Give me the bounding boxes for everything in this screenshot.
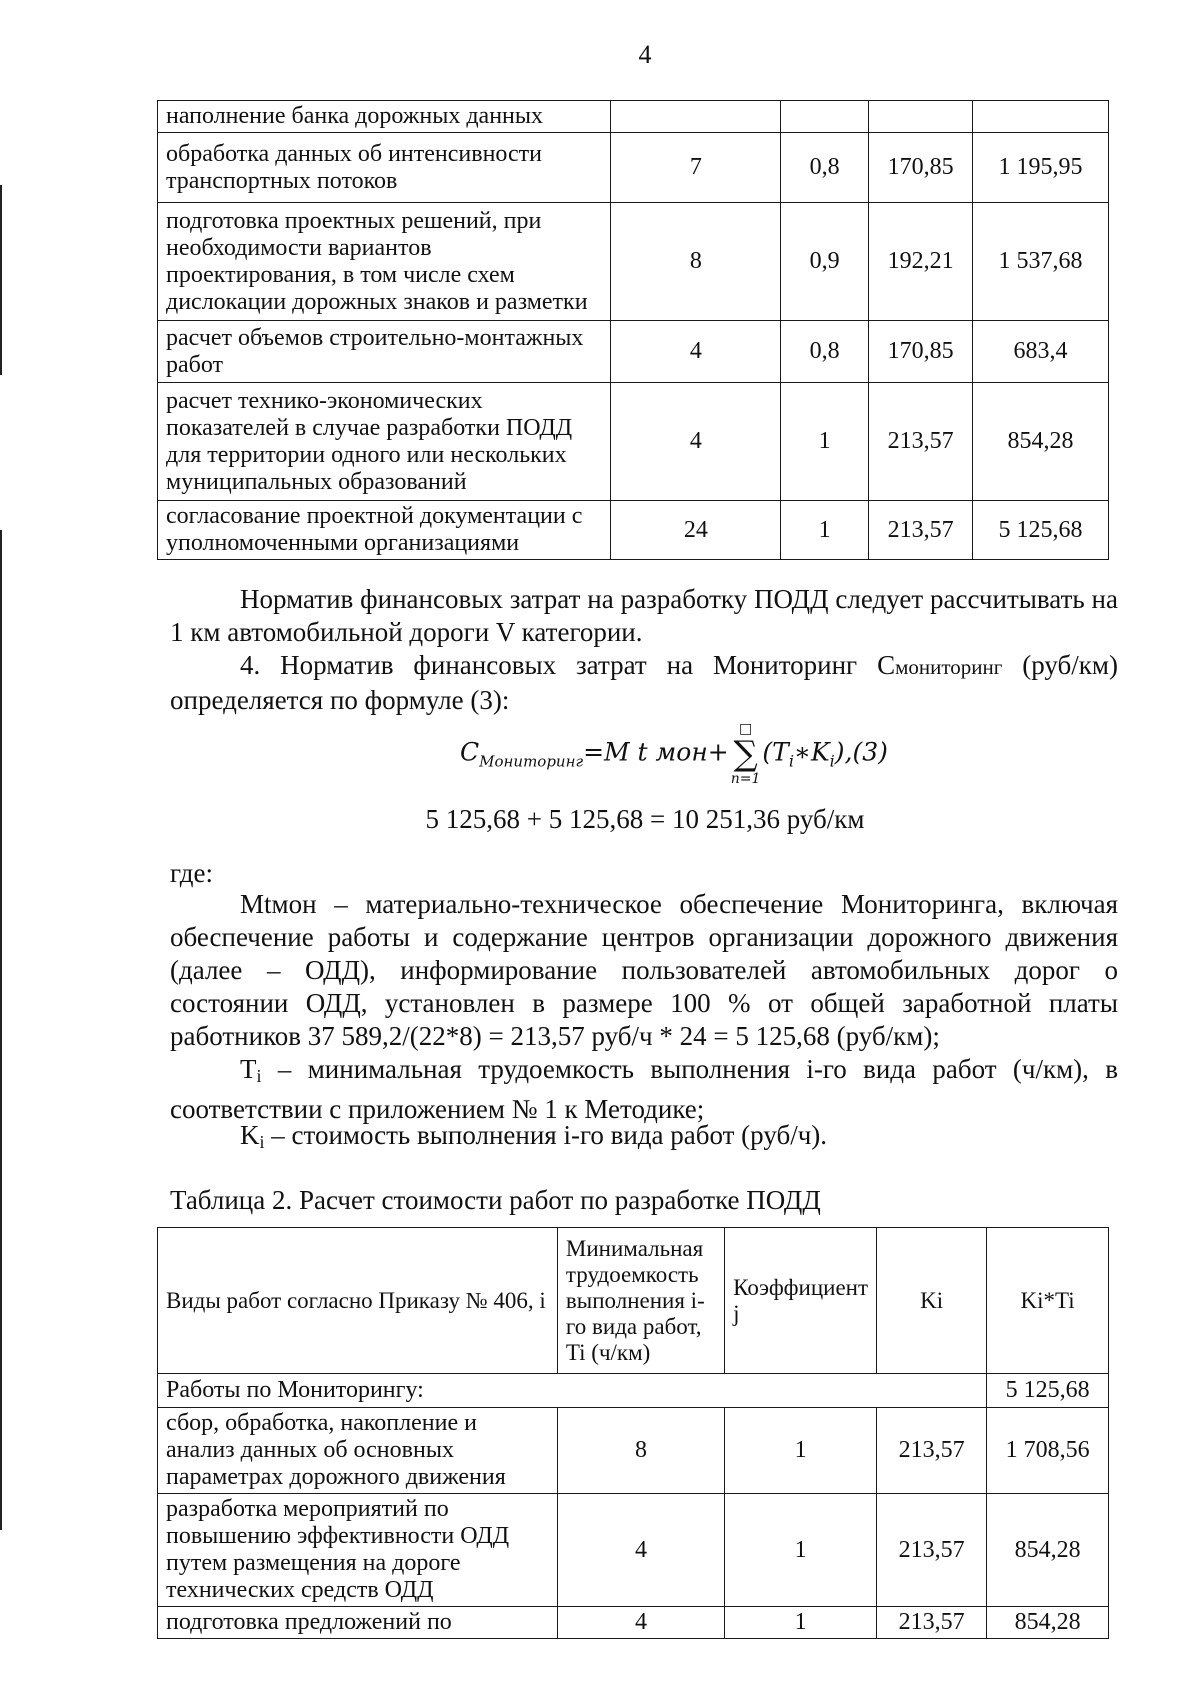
formula-subscript: Мониторинг [479, 752, 584, 771]
table-cell-kiti: 683,4 [973, 321, 1109, 383]
table-row [158, 1607, 1109, 1639]
paragraph-text: 4. Норматив финансовых затрат на Мониторинг С [240, 650, 896, 680]
definition-ki [170, 1119, 1118, 1159]
formula-monitoring [460, 720, 888, 788]
table-cell-kiti: 1 537,68 [973, 203, 1109, 321]
definition-text: – минимальная трудоемкость выполнения i-го вида работ (ч/км), в соответствии с приложением № 1 к Методике; [170, 1054, 1118, 1124]
table-row [158, 1494, 1109, 1607]
sum-symbol [731, 720, 761, 788]
table-row [158, 1408, 1109, 1494]
table-cell-kiti [973, 101, 1109, 133]
formula-text: (T [762, 737, 789, 767]
table-cell-ki: 213,57 [869, 501, 973, 560]
work-cost-table-continued [157, 100, 1109, 560]
subscript-text: мониторинг [895, 655, 1003, 679]
column-header-kiti: Ki*Ti [987, 1228, 1109, 1374]
table-cell-desc: подготовка предложений по [158, 1607, 558, 1639]
column-header-ki: Ki [877, 1228, 987, 1374]
table-row [158, 203, 1109, 321]
table-cell-kiti: 5 125,68 [973, 501, 1109, 560]
definition-ti [170, 1053, 1118, 1126]
table-cell-coef: 1 [725, 1494, 877, 1607]
table-cell-ti: 4 [611, 383, 781, 501]
formula-text: =M t мон+ [583, 737, 729, 767]
table-cell-desc: сбор, обработка, накопление и анализ данных об основных параметрах дорожного движения [158, 1408, 558, 1494]
table-cell-ki: 170,85 [869, 133, 973, 203]
table-cell-coef: 0,8 [781, 321, 869, 383]
table-cell-ti [611, 101, 781, 133]
formula-text: ∗K [793, 737, 830, 767]
section-total: 5 125,68 [987, 1374, 1109, 1408]
column-header-coef: Коэффициент j [725, 1228, 877, 1374]
table-cell-kiti: 1 708,56 [987, 1408, 1109, 1494]
table-cell-ti: 8 [611, 203, 781, 321]
formula-subscript: i [829, 751, 835, 771]
table-cell-ki: 213,57 [869, 383, 973, 501]
definition-subscript: i [259, 1132, 265, 1152]
calculation-equation: 5 125,68 + 5 125,68 = 10 251,36 руб/км [425, 804, 865, 834]
table-caption: Таблица 2. Расчет стоимости работ по разработке ПОДД [170, 1185, 821, 1215]
column-header-ti: Минимальная трудоемкость выполнения i-го вида работ, Ti (ч/км) [557, 1228, 724, 1374]
table-cell-ki: 213,57 [877, 1408, 987, 1494]
table-cell-kiti: 854,28 [973, 383, 1109, 501]
table-cell-ki: 213,57 [877, 1494, 987, 1607]
formula-subscript: i [788, 751, 794, 771]
monitoring-cost-table [157, 1227, 1109, 1639]
definition-symbol: T [240, 1054, 257, 1084]
where-label: где: [170, 858, 213, 888]
formula-symbol: C [460, 737, 480, 767]
table-row [158, 133, 1109, 203]
paragraph-monitoring-formula-intro [170, 649, 1118, 717]
table-cell-ti: 4 [557, 1607, 724, 1639]
table-row [158, 501, 1109, 560]
table-cell-ki [869, 101, 973, 133]
table-cell-ki: 213,57 [877, 1607, 987, 1639]
table-cell-ti: 4 [611, 321, 781, 383]
table-row [158, 101, 1109, 133]
sigma-glyph: ∑ [733, 734, 758, 774]
table-cell-desc: согласование проектной документации с уполномоченными организациями [158, 501, 611, 560]
table-row [158, 321, 1109, 383]
table-cell-coef: 1 [725, 1607, 877, 1639]
page-number: 4 [638, 40, 652, 69]
paragraph-normativ: Норматив финансовых затрат на разработку ПОДД следует рассчитывать на 1 км автомобильной дороги V категории. [170, 584, 1118, 647]
margin-mark [0, 185, 2, 375]
definition-text: – стоимость выполнения i-го вида работ (руб/ч). [264, 1120, 828, 1150]
table-cell-kiti: 854,28 [987, 1607, 1109, 1639]
table-cell-ki: 192,21 [869, 203, 973, 321]
table-cell-coef: 1 [781, 501, 869, 560]
table-cell-kiti: 1 195,95 [973, 133, 1109, 203]
formula-text: ),(3) [834, 737, 888, 767]
table-section-row [158, 1374, 1109, 1408]
sum-upper-limit: □ [738, 721, 753, 737]
table-cell-ti: 8 [557, 1408, 724, 1494]
table-cell-desc: расчет технико-экономических показателей в случае разработки ПОДД для территории одного или нескольких муниципальных образований [158, 383, 611, 501]
table-cell-ti: 7 [611, 133, 781, 203]
sum-lower-limit: n=1 [730, 771, 761, 787]
table-cell-coef: 0,8 [781, 133, 869, 203]
definition-subscript: i [256, 1066, 262, 1086]
table-cell-coef [781, 101, 869, 133]
table-row [158, 383, 1109, 501]
table-cell-desc: разработка мероприятий по повышению эффективности ОДД путем размещения на дороге технических средств ОДД [158, 1494, 558, 1607]
table-cell-desc: обработка данных об интенсивности транспортных потоков [158, 133, 611, 203]
table-header-row [158, 1228, 1109, 1374]
table-cell-ki: 170,85 [869, 321, 973, 383]
table-cell-ti: 24 [611, 501, 781, 560]
table-cell-desc: подготовка проектных решений, при необходимости вариантов проектирования, в том числе схем дислокации дорожных знаков и разметки [158, 203, 611, 321]
margin-mark [0, 530, 2, 1530]
table-cell-desc: наполнение банка дорожных данных [158, 101, 611, 133]
table-cell-coef: 1 [781, 383, 869, 501]
table-cell-desc: расчет объемов строительно-монтажных работ [158, 321, 611, 383]
table-cell-coef: 0,9 [781, 203, 869, 321]
table-cell-ti: 4 [557, 1494, 724, 1607]
paragraph-text: (руб/км) определяется по формуле (3): [170, 650, 1118, 715]
section-label: Работы по Мониторингу: [158, 1374, 987, 1408]
definition-mtmon: Mtмон – материально-техническое обеспечение Мониторинга, включая обеспечение работы и содержание центров организации дорожного движения (далее – ОДД), информирование пользователей автомобильных дорог о состоянии ОДД, установлен в размере 100 % от общей заработной платы работников 37 589,2/(22*8) = 213,57 руб/ч * 24 = 5 125,68 (руб/км); [170, 889, 1118, 1051]
definition-symbol: K [240, 1120, 260, 1150]
column-header-types: Виды работ согласно Приказу № 406, i [158, 1228, 558, 1374]
table-cell-kiti: 854,28 [987, 1494, 1109, 1607]
table-cell-coef: 1 [725, 1408, 877, 1494]
